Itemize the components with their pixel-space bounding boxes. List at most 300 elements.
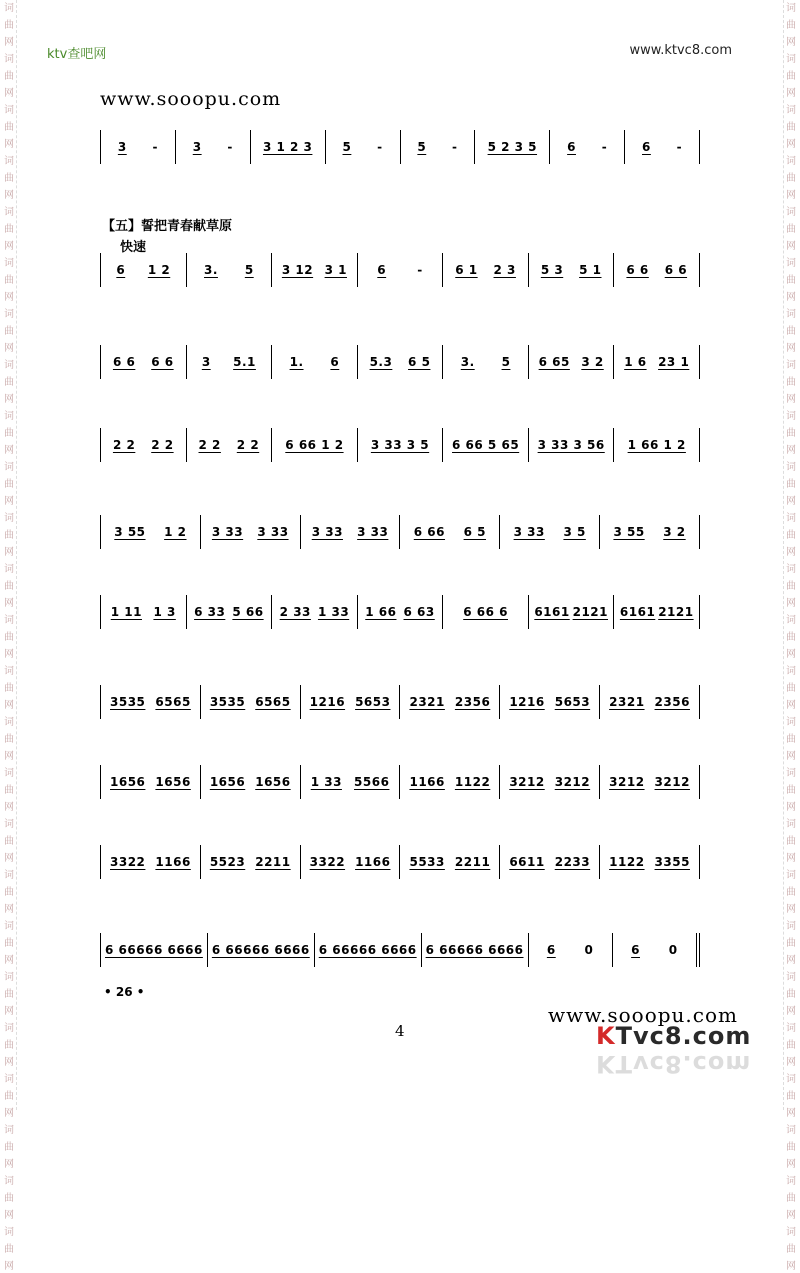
- note-group: 1166: [355, 855, 391, 869]
- side-watermark-char: 网: [4, 1261, 14, 1272]
- note-group: 1216: [509, 695, 545, 709]
- side-watermark-char: 网: [786, 700, 796, 711]
- side-watermark-char: 词: [4, 105, 14, 116]
- side-watermark-char: 曲: [4, 1244, 14, 1255]
- note-group: 6 6: [151, 355, 174, 369]
- side-watermark-char: 曲: [4, 1142, 14, 1153]
- measure: [400, 515, 500, 549]
- side-watermark-char: 曲: [786, 530, 796, 541]
- note-group: 3: [201, 355, 211, 369]
- side-watermark-char: 词: [786, 768, 796, 779]
- note-group: 2356: [654, 695, 690, 709]
- note-group: 3322: [110, 855, 146, 869]
- staff-row: [100, 762, 700, 802]
- side-watermark-char: 网: [4, 292, 14, 303]
- side-watermark-char: 词: [4, 1023, 14, 1034]
- note-group: 6161: [534, 605, 570, 619]
- side-watermark-char: 曲: [4, 683, 14, 694]
- measure: [401, 130, 476, 164]
- side-watermark-char: 网: [786, 598, 796, 609]
- measure: [251, 130, 326, 164]
- note-group: 5566: [354, 775, 390, 789]
- side-watermark-char: 网: [786, 394, 796, 405]
- measure: [400, 685, 500, 719]
- note-group: 6 66 1 2: [285, 438, 344, 452]
- note-group: 3212: [509, 775, 545, 789]
- staff-row: [100, 930, 700, 970]
- measure: [187, 253, 273, 287]
- note-group: 1 33: [317, 605, 350, 619]
- measure: [358, 428, 444, 462]
- side-watermark-char: 词: [786, 1176, 796, 1187]
- measure: [301, 845, 401, 879]
- ktvc8-logo-reflection: KTvc8.com: [596, 1050, 752, 1078]
- note-group: 6: [330, 355, 340, 369]
- note-group: -: [417, 263, 423, 277]
- note-group: 5: [342, 140, 352, 154]
- note-group: 3.: [460, 355, 475, 369]
- side-watermark-char: 网: [4, 853, 14, 864]
- measure: [100, 428, 187, 462]
- side-watermark-char: 网: [786, 190, 796, 201]
- side-watermark-char: 曲: [786, 683, 796, 694]
- side-watermark-char: 网: [4, 1108, 14, 1119]
- side-watermark-char: 网: [786, 241, 796, 252]
- note-group: 3 1 2 3: [262, 140, 313, 154]
- note-group: 2321: [609, 695, 645, 709]
- side-watermark-char: 词: [786, 105, 796, 116]
- side-watermark-char: 网: [786, 1108, 796, 1119]
- side-watermark-char: 网: [786, 853, 796, 864]
- side-watermark-char: 词: [786, 1227, 796, 1238]
- measure: [100, 685, 201, 719]
- side-watermark-char: 曲: [786, 377, 796, 388]
- note-group: 2121: [572, 605, 609, 619]
- measure: [529, 933, 613, 967]
- side-watermark-char: 词: [786, 1125, 796, 1136]
- measure: [500, 515, 600, 549]
- side-watermark-char: 网: [786, 1057, 796, 1068]
- side-watermark-char: 词: [4, 411, 14, 422]
- note-group: 3 33: [357, 525, 389, 539]
- note-group: -: [377, 140, 383, 154]
- measure: [614, 595, 700, 629]
- side-watermark-char: 词: [786, 1074, 796, 1085]
- note-group: 1 11: [110, 605, 142, 619]
- ktvc8-logo: KTvc8.com: [596, 1022, 752, 1050]
- note-group: 1 2: [164, 525, 187, 539]
- note-group: 3 55: [114, 525, 146, 539]
- note-group: 6 6666: [211, 943, 261, 957]
- staff-row: [100, 682, 700, 722]
- side-watermark-char: 网: [4, 190, 14, 201]
- side-watermark-char: 网: [786, 1006, 796, 1017]
- side-watermark-char: 曲: [786, 989, 796, 1000]
- side-watermark-char: 网: [4, 649, 14, 660]
- side-watermark-char: 词: [786, 309, 796, 320]
- measure: [100, 845, 201, 879]
- side-watermark-char: 曲: [4, 1193, 14, 1204]
- note-group: 1122: [609, 855, 645, 869]
- side-watermark-char: 词: [786, 972, 796, 983]
- measure: [201, 515, 301, 549]
- note-group: 3355: [654, 855, 690, 869]
- note-group: 1656: [155, 775, 191, 789]
- note-group: 2321: [409, 695, 445, 709]
- measure: [500, 845, 600, 879]
- note-group: 6 6666: [260, 943, 310, 957]
- side-watermark-char: 词: [4, 921, 14, 932]
- note-group: 6 63: [403, 605, 435, 619]
- measure: [600, 765, 700, 799]
- note-group: 3 2: [663, 525, 686, 539]
- note-group: 1 2: [147, 263, 171, 277]
- section-title: 【五】誓把青春献草原: [102, 219, 233, 234]
- note-group: 1166: [155, 855, 191, 869]
- measure: [100, 253, 187, 287]
- note-group: 5: [501, 355, 511, 369]
- measure: [187, 595, 273, 629]
- header-site-name[interactable]: ktv查吧网: [47, 47, 107, 62]
- measure: [400, 765, 500, 799]
- side-watermark-char: 曲: [4, 1091, 14, 1102]
- side-watermark-char: 词: [786, 156, 796, 167]
- note-group: -: [676, 140, 683, 154]
- side-watermark-char: 词: [4, 156, 14, 167]
- side-watermark-char: 曲: [786, 275, 796, 286]
- note-group: 3535: [110, 695, 146, 709]
- side-watermark-char: 网: [4, 904, 14, 915]
- side-watermark-char: 词: [4, 360, 14, 371]
- note-group: 3.: [204, 263, 218, 277]
- side-watermark-char: 曲: [786, 785, 796, 796]
- measure: [176, 130, 251, 164]
- note-group: 6 6: [664, 263, 688, 277]
- note-group: 5653: [554, 695, 591, 709]
- measure: [100, 595, 187, 629]
- measure: [443, 428, 529, 462]
- measure: [400, 845, 500, 879]
- side-watermark-char: 词: [786, 717, 796, 728]
- note-group: 5 1: [579, 263, 602, 277]
- note-group: 6: [377, 263, 387, 277]
- note-group: 6 6666: [425, 943, 475, 957]
- note-group: 3212: [554, 775, 591, 789]
- note-group: 5: [417, 140, 427, 154]
- side-watermark-char: 曲: [4, 326, 14, 337]
- header-site-url[interactable]: www.ktvc8.com: [629, 43, 732, 58]
- staff-row: [100, 512, 700, 552]
- side-watermark-char: 词: [786, 258, 796, 269]
- note-group: 3212: [609, 775, 645, 789]
- side-watermark-char: 网: [786, 88, 796, 99]
- note-group: 3 5: [563, 525, 586, 539]
- page-number: 4: [395, 1022, 405, 1040]
- note-group: 1 33: [310, 775, 342, 789]
- side-watermark-char: 网: [786, 649, 796, 660]
- side-watermark-char: 曲: [786, 1040, 796, 1051]
- side-watermark-char: 曲: [4, 377, 14, 388]
- side-watermark-char: 网: [786, 751, 796, 762]
- side-watermark-char: 词: [4, 768, 14, 779]
- side-watermark-char: 曲: [4, 479, 14, 490]
- note-group: 5.1: [233, 355, 256, 369]
- side-watermark-char: 词: [786, 1023, 796, 1034]
- side-watermark-char: 网: [786, 496, 796, 507]
- side-watermark-char: 词: [4, 1125, 14, 1136]
- note-group: 6 5: [408, 355, 431, 369]
- measure: [529, 595, 615, 629]
- note-group: 2 3: [493, 263, 516, 277]
- measure: [272, 595, 358, 629]
- side-watermark-char: 网: [4, 343, 14, 354]
- side-watermark-char: 曲: [786, 1193, 796, 1204]
- left-watermark-strip: [2, 0, 17, 1272]
- measure: [443, 345, 529, 379]
- note-group: 6 66 6: [463, 605, 508, 619]
- note-group: 6 66: [413, 525, 446, 539]
- side-watermark-char: 曲: [4, 224, 14, 235]
- side-watermark-char: 网: [4, 1006, 14, 1017]
- note-group: 5523: [209, 855, 246, 869]
- side-watermark-char: 曲: [786, 734, 796, 745]
- side-watermark-char: 词: [4, 309, 14, 320]
- side-watermark-char: 曲: [786, 428, 796, 439]
- side-watermark-char: 网: [786, 139, 796, 150]
- note-group: 3 33 3 56: [537, 438, 605, 452]
- side-watermark-char: 曲: [4, 20, 14, 31]
- note-group: 3 33: [257, 525, 289, 539]
- measure: [301, 685, 401, 719]
- note-group: -: [152, 140, 158, 154]
- note-group: 1.: [289, 355, 304, 369]
- note-group: 5 66: [232, 605, 264, 619]
- side-watermark-char: 曲: [786, 836, 796, 847]
- measure: [201, 845, 301, 879]
- side-watermark-char: 网: [786, 37, 796, 48]
- side-watermark-char: 词: [786, 54, 796, 65]
- side-watermark-char: 曲: [786, 326, 796, 337]
- note-group: 2211: [454, 855, 491, 869]
- side-watermark-char: 网: [786, 1159, 796, 1170]
- measure: [550, 130, 625, 164]
- measure: [100, 345, 187, 379]
- side-watermark-char: 网: [4, 394, 14, 405]
- side-watermark-char: 曲: [4, 836, 14, 847]
- side-watermark-char: 词: [786, 513, 796, 524]
- side-watermark-char: 词: [786, 411, 796, 422]
- page-label: • 26 •: [104, 985, 145, 999]
- side-watermark-char: 词: [786, 921, 796, 932]
- side-watermark-char: 曲: [4, 632, 14, 643]
- note-group: 6 1: [455, 263, 478, 277]
- measure: [100, 515, 201, 549]
- measure: [326, 130, 401, 164]
- side-watermark-char: 词: [786, 615, 796, 626]
- note-group: 6 65: [538, 355, 570, 369]
- note-group: 6161: [619, 605, 656, 619]
- measure: [529, 345, 615, 379]
- note-group: 5: [244, 263, 254, 277]
- side-watermark-char: 词: [4, 666, 14, 677]
- measure: [529, 253, 615, 287]
- side-watermark-char: 网: [4, 802, 14, 813]
- note-group: 2211: [255, 855, 291, 869]
- side-watermark-char: 网: [4, 139, 14, 150]
- measure: [358, 345, 444, 379]
- staff-row: [100, 250, 700, 290]
- side-watermark-char: 词: [786, 207, 796, 218]
- side-watermark-char: 曲: [786, 224, 796, 235]
- measure: [625, 130, 700, 164]
- measure: [100, 130, 176, 164]
- staff-row: [100, 425, 700, 465]
- side-watermark-char: 曲: [4, 887, 14, 898]
- note-group: 3 1: [324, 263, 347, 277]
- side-watermark-char: 曲: [786, 173, 796, 184]
- measure: [614, 253, 700, 287]
- note-group: 2 2: [236, 438, 260, 452]
- note-group: 2233: [554, 855, 591, 869]
- side-watermark-char: 词: [786, 462, 796, 473]
- note-group: 5 2 3 5: [487, 140, 538, 154]
- side-watermark-char: 曲: [786, 479, 796, 490]
- measure: [358, 595, 444, 629]
- side-watermark-char: 曲: [4, 71, 14, 82]
- measure: [315, 933, 422, 967]
- side-watermark-char: 网: [786, 292, 796, 303]
- side-watermark-char: 网: [4, 1057, 14, 1068]
- staff-row: [100, 342, 700, 382]
- measure: [201, 765, 301, 799]
- side-watermark-char: 网: [4, 700, 14, 711]
- note-group: 1122: [454, 775, 491, 789]
- measure: [614, 428, 700, 462]
- measure: [613, 933, 700, 967]
- note-group: 6 6: [626, 263, 649, 277]
- side-watermark-char: 网: [4, 547, 14, 558]
- side-watermark-char: 曲: [4, 785, 14, 796]
- note-group: 1166: [409, 775, 445, 789]
- side-watermark-char: 曲: [4, 734, 14, 745]
- note-group: 5533: [409, 855, 445, 869]
- side-watermark-char: 词: [4, 564, 14, 575]
- tempo-marking: 快速: [120, 240, 147, 255]
- measure: [500, 765, 600, 799]
- side-watermark-char: 词: [4, 462, 14, 473]
- note-group: 0: [668, 943, 678, 957]
- side-watermark-char: 网: [786, 802, 796, 813]
- side-watermark-char: 词: [4, 972, 14, 983]
- staff-row: [100, 127, 700, 167]
- staff-row: [100, 592, 700, 632]
- note-group: 6565: [155, 695, 191, 709]
- measure: [600, 845, 700, 879]
- side-watermark-char: 词: [4, 870, 14, 881]
- side-watermark-char: 词: [4, 1227, 14, 1238]
- side-watermark-char: 词: [4, 258, 14, 269]
- note-group: -: [601, 140, 608, 154]
- note-group: -: [452, 140, 458, 154]
- note-group: 3 33: [311, 525, 343, 539]
- note-group: 6: [546, 943, 556, 957]
- side-watermark-char: 词: [786, 870, 796, 881]
- note-group: 3322: [309, 855, 346, 869]
- measure: [443, 253, 529, 287]
- side-watermark-char: 曲: [4, 938, 14, 949]
- note-group: 1656: [255, 775, 291, 789]
- note-group: 6 6: [112, 355, 136, 369]
- note-group: 1656: [209, 775, 246, 789]
- note-group: 1656: [110, 775, 146, 789]
- note-group: 1 6: [624, 355, 647, 369]
- note-group: 5 3: [540, 263, 564, 277]
- measure: [100, 933, 208, 967]
- note-group: 3: [117, 140, 127, 154]
- side-watermark-char: 网: [786, 445, 796, 456]
- side-watermark-char: 曲: [786, 20, 796, 31]
- measure: [201, 685, 301, 719]
- note-group: 1 66 1 2: [627, 438, 686, 452]
- note-group: 3212: [654, 775, 690, 789]
- note-group: 6 6666: [474, 943, 524, 957]
- side-watermark-char: 曲: [786, 632, 796, 643]
- measure: [475, 130, 550, 164]
- measure: [500, 685, 600, 719]
- side-watermark-char: 网: [4, 751, 14, 762]
- note-group: 2 2: [112, 438, 136, 452]
- note-group: 5653: [355, 695, 391, 709]
- staff-row: [100, 842, 700, 882]
- measure: [187, 428, 273, 462]
- watermark-top: www.sooopu.com: [100, 88, 282, 110]
- measure: [272, 345, 358, 379]
- note-group: 3 33: [513, 525, 545, 539]
- side-watermark-char: 曲: [786, 887, 796, 898]
- note-group: 6 6666: [105, 943, 154, 957]
- watermark-bottom: www.sooopu.com: [548, 1003, 738, 1027]
- note-group: 6: [116, 263, 126, 277]
- note-group: 2 2: [151, 438, 174, 452]
- side-watermark-char: 曲: [4, 1040, 14, 1051]
- note-group: -: [227, 140, 233, 154]
- note-group: 2356: [454, 695, 491, 709]
- measure: [614, 345, 700, 379]
- note-group: 6 66 5 65: [452, 438, 520, 452]
- side-watermark-char: 词: [4, 3, 14, 14]
- side-watermark-char: 网: [786, 955, 796, 966]
- measure: [358, 253, 444, 287]
- side-watermark-char: 词: [4, 207, 14, 218]
- side-watermark-char: 词: [4, 54, 14, 65]
- note-group: 23 1: [658, 355, 690, 369]
- side-watermark-char: 曲: [786, 938, 796, 949]
- side-watermark-char: 词: [786, 360, 796, 371]
- measure: [272, 253, 358, 287]
- measure: [100, 765, 201, 799]
- side-watermark-char: 曲: [4, 173, 14, 184]
- side-watermark-char: 网: [4, 445, 14, 456]
- side-watermark-char: 曲: [786, 1142, 796, 1153]
- side-watermark-char: 曲: [4, 275, 14, 286]
- note-group: 3535: [209, 695, 246, 709]
- side-watermark-char: 曲: [786, 122, 796, 133]
- side-watermark-char: 网: [4, 88, 14, 99]
- note-group: 6611: [509, 855, 545, 869]
- measure: [443, 595, 529, 629]
- side-watermark-char: 曲: [4, 530, 14, 541]
- measure: [301, 765, 401, 799]
